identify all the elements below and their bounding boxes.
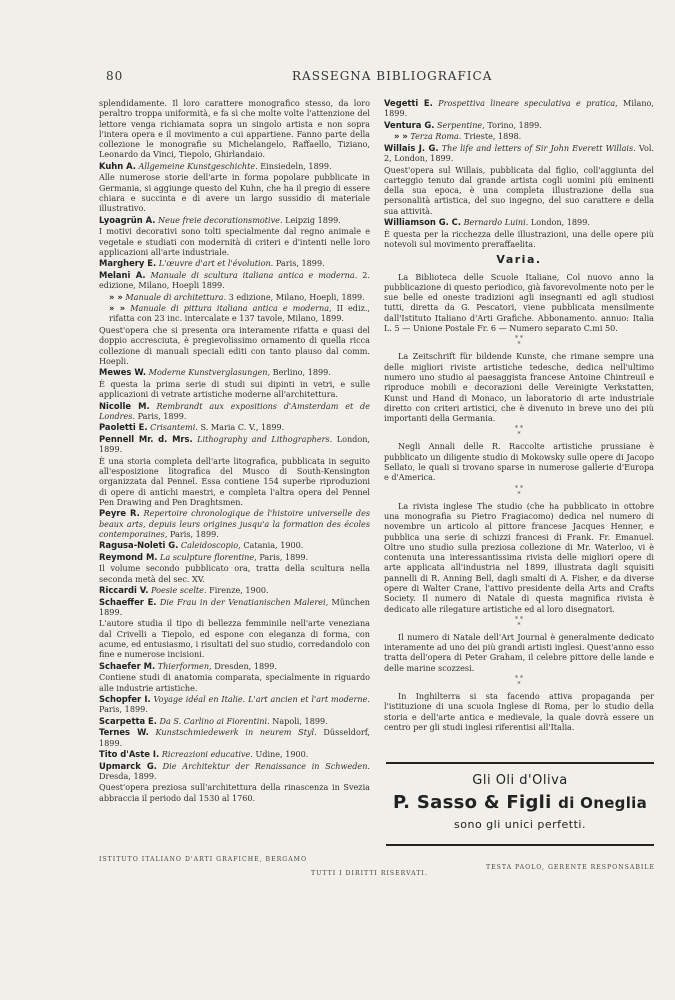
entry-author: Schaefer M. xyxy=(99,660,156,671)
entry-author: Riccardi V. xyxy=(99,585,149,596)
bibliography-entry xyxy=(99,401,370,422)
entry-imprint: Düsseldorf, 1899. xyxy=(99,727,370,748)
entry-imprint: Udine, 1900. xyxy=(252,749,309,760)
entry-title: Terza Roma. xyxy=(410,131,462,142)
entry-title: Lithography and Lithographers. xyxy=(197,433,333,444)
bibliography-entry xyxy=(99,597,370,618)
entry-imprint: Paris, 1899. xyxy=(99,704,148,715)
entry-author: Mewes W. xyxy=(99,367,147,378)
entry-imprint: London, 1899. xyxy=(528,217,590,228)
entry-imprint: S. Maria C. V., 1899. xyxy=(197,422,285,433)
entry-author: Willais J. G. xyxy=(384,142,439,153)
bibliography-entry xyxy=(384,143,654,164)
entry-title: Bernardo Luini. xyxy=(463,217,529,228)
entry-title: Repertoire chronologique de l'histoire universelle des beaux arts, depuis leurs origines jusqu'a la formation des écoles contemporaines, xyxy=(99,508,371,539)
entry-title: Poesie scelte. xyxy=(150,585,207,596)
entry-note: L'autore studia il tipo di bellezza femminile nell'arte veneziana dal Crivelli a Tiepolo, ed espone con eleganza di forma, con acume, ed entusiasmo, i risultati del suo studio, corredandolo con fine e numerose incisioni. xyxy=(99,618,370,660)
entry-author: Kuhn A. xyxy=(99,160,136,171)
ad-line-1: Gli Oli d'Oliva xyxy=(472,773,568,788)
entry-title: Manuale di pittura italiana antica e moderna, xyxy=(130,303,332,314)
entry-title: Kunstschmiedewerk in neurem Styl. xyxy=(155,727,317,738)
varia-paragraph: La Biblioteca delle Scuole Italiane, Col nuovo anno la pubblicazione di questo periodico, già favorevolmente noto per le sue belle ed oneste tradizioni agli insegnanti ed agli studiosi tutti, diretta da G. Pescatori, viene pubblicata mensilmente dall'Istituto Italiano d'Arti Grafiche. Abbonamento. annuo: Italia L. 5 — Unione Postale Fr. 6 — Numero separato C.mi 50. xyxy=(384,271,654,334)
entry-author: Ragusa-Noleti G. xyxy=(99,540,179,551)
bibliography-entry xyxy=(99,270,370,291)
bibliography-entry xyxy=(99,761,370,782)
bibliography-entry xyxy=(99,367,370,377)
page-number: 80 xyxy=(106,69,124,83)
advertisement xyxy=(386,762,654,846)
entry-note: È questa la prima serie di studi sui dipinti in vetri, e sulle applicazioni di vetrate artistiche moderne all'architettura. xyxy=(99,378,370,400)
entry-imprint: Torino, 1899. xyxy=(484,119,542,130)
bibliography-entry xyxy=(99,303,370,324)
entry-note: È questa per la ricchezza delle illustrazioni, una delle opere più notevoli sul movimento preraffaelita. xyxy=(384,228,654,249)
entry-author: » » xyxy=(109,303,126,314)
bibliography-entry xyxy=(99,422,370,432)
bibliography-entry xyxy=(384,120,654,130)
bibliography-entry xyxy=(99,508,370,539)
entry-author: Williamson G. C. xyxy=(384,217,462,228)
entry-imprint: Napoli, 1899. xyxy=(269,715,328,726)
entry-author: Vegetti E. xyxy=(384,98,433,108)
entry-title: La sculpture florentine, xyxy=(160,551,257,562)
bibliography-entry xyxy=(99,215,370,225)
entry-note: Contiene studi di anatomia comparata, specialmente in riguardo alle industrie artistiche. xyxy=(99,672,370,693)
entry-imprint: Milano, 1899. xyxy=(384,98,654,119)
running-header xyxy=(96,69,656,87)
bibliography-entry xyxy=(99,540,370,550)
bibliography-entry xyxy=(99,727,370,748)
entry-title: Serpentine, xyxy=(436,119,485,130)
entry-title: Die Architektur der Renaissance in Schweden. xyxy=(162,760,370,771)
entry-imprint: 3 edizione, Milano, Hoepli, 1899. xyxy=(226,291,365,302)
entry-title: Crisantemi. xyxy=(150,422,198,433)
bibliography-entry xyxy=(384,98,654,119)
footer-printer: ISTITUTO ITALIANO D'ARTI GRAFICHE, BERGAMO xyxy=(99,856,308,863)
entry-title: Die Frau in der Venatianischen Malerei, xyxy=(159,596,329,607)
bibliography-entry xyxy=(384,131,654,141)
bibliography-entry xyxy=(99,434,370,455)
page-title: RASSEGNA BIBLIOGRAFICA xyxy=(292,69,493,83)
section-heading-varia: Varia. xyxy=(496,253,542,267)
right-column xyxy=(384,98,654,735)
section-divider-stars: * * * xyxy=(515,335,523,349)
entry-title: Rembrandt aux expositions d'Amsterdam et de Londres. xyxy=(99,400,371,421)
entry-note: I motivi decorativi sono tolti specialmente dal regno animale e vegetale e studiati con modernità di criteri e d'intenti nelle loro applicazioni all'arte industriale. xyxy=(99,226,370,257)
entry-imprint: Leipzig 1899. xyxy=(282,214,341,225)
entry-author: Pennell Mr. d. Mrs. xyxy=(99,433,193,444)
entry-imprint: Vol. 2, London, 1899. xyxy=(384,142,655,164)
ad-line-2 xyxy=(386,792,654,813)
entry-title: L'œuvre d'art et l'évolution. xyxy=(158,258,274,269)
bibliography-entry xyxy=(99,258,370,268)
left-column xyxy=(99,98,370,804)
entry-title: Voyage idéal en Italie. L'art ancien et l'art moderne. xyxy=(153,694,370,705)
bibliography-entry xyxy=(99,749,370,759)
entry-title: The life and letters of Sir John Everett Willais. xyxy=(441,142,636,153)
ad-company: P. Sasso & Figli xyxy=(392,792,552,813)
entry-title: Moderne Kunstverglasungen, xyxy=(148,367,271,378)
entry-imprint: Trieste, 1898. xyxy=(461,131,522,142)
varia-paragraph: In Inghilterra si sta facendo attiva propaganda per l'istituzione di una scuola Inglese di Roma, per lo studio della storia e dell'arte antica e medievale, la quale dovrà essere un centro per gli studi inglesi riferentisi all'Italia. xyxy=(384,691,654,732)
entry-imprint: Einsiedeln, 1899. xyxy=(257,160,332,171)
entry-imprint: Berlino, 1899. xyxy=(270,367,331,378)
entry-imprint: Paris, 1899. xyxy=(256,551,309,562)
bibliography-entry xyxy=(99,552,370,562)
footer-manager: TESTA PAOLO, GERENTE RESPONSABILE xyxy=(485,864,655,871)
bibliography-entry xyxy=(99,694,370,715)
footer-rights: TUTTI I DIRITTI RISERVATI. xyxy=(311,870,428,877)
page-footer xyxy=(99,856,655,880)
bibliography-entry xyxy=(99,716,370,726)
entry-imprint: Firenze, 1900. xyxy=(206,585,269,596)
entry-imprint: Dresda, 1899. xyxy=(99,770,157,781)
section-divider-stars: * * * xyxy=(515,675,523,689)
entry-title: Neue freie decorationsmotive. xyxy=(158,214,283,225)
entry-title: Prospettiva lineare speculativa e pratica, xyxy=(438,98,618,108)
bibliography-entry xyxy=(99,161,370,171)
intro-paragraph: splendidamente. Il loro carattere monografico stesso, da loro peraltro troppa uniformità, e fa sì che molte volte l'attenzione del lettore venga richiamata sopra un singolo artista e non sopra l'intera opera e il movimento a cui appartiene. Fanno parte della collezione le monografie su Michelangelo, Raffaello, Tiziano, Leonardo da Vinci, Tiepolo, Ghirlandaio. xyxy=(99,98,370,160)
entry-imprint: Paris, 1899. xyxy=(167,528,219,539)
entry-title: Caleidoscopio, xyxy=(180,540,241,551)
entry-imprint: Paris, 1899. xyxy=(273,258,325,269)
entry-note: Quest'opera che si presenta ora interamente rifatta e quasi del doppio accresciuta, è pregievolissimo ornamento di quella ricca collezione di manuali speciali editi con tanto plauso dal comm. Hoepli. xyxy=(99,324,370,366)
section-divider-stars: * * * xyxy=(515,484,523,498)
entry-imprint: 2. edizione, Milano, Hoepli 1899. xyxy=(99,269,370,291)
entry-imprint: II ediz., rifatta con 23 inc. intercalate e 137 tavole, Milano, 1899. xyxy=(109,303,370,324)
entry-note: Quest'opera sul Willais, pubblicata dal figlio, coll'aggiunta del carteggio tenuto dal grande artista cogli uomini più eminenti della sua epoca, è una completa illustrazione della sua personalità artistica, del suo ingegno, del suo carattere e della sua attività. xyxy=(384,164,654,216)
entry-imprint: London, 1899. xyxy=(99,433,370,455)
entry-author: Tito d'Aste I. xyxy=(99,749,160,760)
entry-author: Paoletti E. xyxy=(99,422,148,433)
entry-author: Nicolle M. xyxy=(99,400,150,411)
entry-imprint: München 1899. xyxy=(99,596,370,617)
entry-imprint: Catania, 1900. xyxy=(240,540,304,551)
entry-author: Melani A. xyxy=(99,269,146,280)
entry-author: » » xyxy=(109,291,123,302)
entry-author: Ventura G. xyxy=(384,119,435,130)
entry-author: Schaeffer E. xyxy=(99,596,157,607)
bibliography-entry xyxy=(99,292,370,302)
ad-location: di Oneglia xyxy=(558,794,648,812)
entry-author: Upmarck G. xyxy=(99,760,157,771)
entry-note: Il volume secondo pubblicato ora, tratta della scultura nella seconda metà del sec. XV. xyxy=(99,563,370,584)
entry-imprint: Dresden, 1899. xyxy=(211,660,277,671)
entry-note: Alle numerose storie dell'arte in forma popolare pubblicate in Germania, si aggiunge questo del Kuhn, che ha il pregio di essere chiara e succinta e di avere un largo sussidio di materiale illustrativo. xyxy=(99,172,370,214)
entry-title: Manuale di architettura. xyxy=(125,291,227,302)
entry-author: Marghery E. xyxy=(99,258,157,269)
entry-author: Scarpetta E. xyxy=(99,715,157,726)
entry-title: Manuale di scultura italiana antica e moderna. xyxy=(150,269,358,280)
entry-title: Ricreazioni educative. xyxy=(161,749,253,760)
ad-line-3: sono gli unici perfetti. xyxy=(454,818,586,831)
bibliography-entry xyxy=(384,217,654,227)
entry-imprint: Paris, 1899. xyxy=(135,410,187,421)
entry-title: Da S. Carlino ai Fiorentini. xyxy=(159,715,270,726)
bibliography-entry xyxy=(99,661,370,671)
entry-title: Thierformen, xyxy=(157,660,212,671)
entry-author: Schopfer I. xyxy=(99,694,151,705)
entry-author: Lyoagrün A. xyxy=(99,214,156,225)
section-divider-stars: * * * xyxy=(515,425,523,439)
entry-note: Quest'opera preziosa sull'architettura della rinascenza in Svezia abbraccia il periodo dal 1530 al 1760. xyxy=(99,782,370,803)
varia-paragraph: La rivista inglese The studio (che ha pubblicato in ottobre una monografia su Pietro Fragiacomo) dedica nel numero di novembre un articolo al pittore francese Jacques Henner, e pubblica una serie di schizzi francesi di Frank. Fr. Emanuel. Oltre uno studio sulla preziosa collezione di Mr. Waterloo, vi è contenuta una interessantissima rivista delle migliori opere di arte applicata all'industria nel 1899, illustrata dagli squisiti pannelli di R. Anning Bell, dagli smalti di A. Fisher, e da diverse opere di Walter Crane, l'attivo presidente della Arts and Crafts Society. Il numero di Natale di questa magnifica rivista è dedicato alle rilegature artistiche ed al loro disegnatori. xyxy=(384,500,654,614)
entry-author: Reymond M. xyxy=(99,551,158,562)
varia-paragraph: La Zeitschrift für bildende Kunste, che rimane sempre una delle migliori riviste artistiche tedesche, dedica nell'ultimo numero uno studio al paesaggista francese Antoine Chintreuil e riproduce mobili e decorazioni delle Vereinigte Verkstatten, Kunst und Hand di Monaco, un laboratorio di arte industriale diretto con criteri artistici, che è divenuto in breve uno dei più importanti della Germania. xyxy=(384,351,654,424)
entry-author: Peyre R. xyxy=(99,508,140,519)
varia-paragraph: Negli Annali delle R. Raccolte artistiche prussiane è pubblicato un diligente studio di Mokowsky sulle opere di Jacopo Sellato, le quali si trovano sparse in numerose gallerie d'Europa e d'America. xyxy=(384,441,654,483)
entry-author: » » xyxy=(394,131,408,142)
entry-author: Ternes W. xyxy=(99,727,149,738)
bibliography-entry xyxy=(99,585,370,595)
entry-title: Allgemeine Kunstgeschichte. xyxy=(138,160,258,171)
varia-paragraph: Il numero di Natale dell'Art Journal è generalmente dedicato interamente ad uno dei più grandi artisti inglesi. Quest'anno esso tratta dell'opera di Peter Graham, il celebre pittore delle lande e delle marine scozzesi. xyxy=(384,631,654,673)
section-divider-stars: * * * xyxy=(515,615,523,629)
entry-note: È una storia completa dell'arte litografica, pubblicata in seguito all'esposizione litografica del Musco di South-Kensington organizzata dal Pennel. Essa contiene 154 superbe riproduzioni di opere di antichi maestri, e completa l'altra opera del Pennel Pen Drawing and Pen Draghtsmen. xyxy=(99,455,370,507)
